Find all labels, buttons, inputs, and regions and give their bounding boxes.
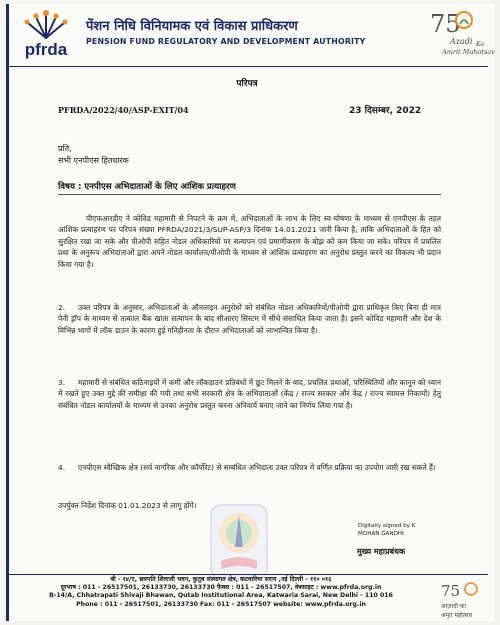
subject-line: विषय : एनपीएस अभिदाताओं के लिए आंशिक प्रत्याहरण	[58, 182, 236, 192]
footer-address-hindi: बी - १४/ए, छत्रपति शिवाजी भवन, कुतुब संस्थागत क्षेत्र, कटवारिया सराय ,नई दिल्ली - ११० ०१६	[110, 576, 332, 583]
digital-signature-line-1: Digitally signed by K	[358, 523, 416, 529]
paragraph-3	[58, 377, 441, 411]
paragraph-1	[58, 213, 441, 270]
signatory-title: मुख्य महाप्रबंधक	[357, 547, 406, 556]
subject-underline	[58, 194, 441, 195]
circular-title: परिपत्र	[236, 79, 258, 89]
footer-phone-english: Phone : 011 - 26517501, 26133730 Fax: 011 - 26517507 website: www.pfrda.org.in	[76, 600, 366, 608]
azadi-ka-amrit-mahotsav-emblem	[424, 6, 495, 62]
digital-signature-note	[358, 522, 415, 538]
org-name-hindi: पेंशन निधि विनियामक एवं विकास प्राधिकरण	[86, 19, 298, 34]
logo-wordmark: pfrda	[24, 40, 68, 59]
footer-emblem-line-1: आज़ादी का	[441, 603, 466, 610]
org-name-english: PENSION FUND REGULATORY AND DEVELOPMENT AUTHORITY	[86, 37, 366, 46]
paragraph-3-text: महामारी से संबंधित कठिनाइयों में कमी और लॉकडाउन प्रतिबंधों में छूट मिलने के बाद, प्रचलित प्रथाओं, परिस्थितियों और कानून को ध्यान में रखते हुए उक्त मुद्दे की समीक्षा की गयी तथा सभी सरकारी क्षेत्र के अभिदाताओं (केंद्र / राज्य सरकार और केंद्र / राज्य स्वायत्त निकायों) हेतु संबंधित नोडल कार्यालयों के माध्यम से उनका अनुरोध प्रस्तुत करना अनिवार्य बनाए जाने का निर्णय लिया गया है।	[58, 378, 441, 410]
header-divider	[6, 66, 488, 67]
paragraph-4	[58, 462, 441, 473]
footer-divider	[6, 574, 488, 575]
paragraph-4-text: एनपीएस स्वैच्छिक क्षेत्र (सर्व नागरिक और कॉर्पोरेट) से सम्बंधित अभिदाता उक्त परिपत्र में वर्णित प्रक्रिया का उपयोग जारी रख सकते हैं।	[78, 463, 436, 472]
reference-number: PFRDA/2022/40/ASP-EXIT/04	[58, 105, 189, 115]
emblem-line-amrit: Amrit Mahotsav	[442, 48, 495, 56]
footer-emblem-number: 75	[441, 582, 461, 600]
paragraph-3-number: 3.	[58, 378, 66, 387]
watermark-stamp	[207, 503, 271, 583]
emblem-line-ka: Ka	[476, 41, 485, 48]
circular-date: 23 दिसम्बर, 2022	[349, 106, 422, 116]
footer	[6, 576, 488, 609]
paragraph-2-text: उक्त परिपत्र के अनुसार, अभिदाताओं के ऑनलाइन अनुरोधों को संबंधित नोडल अधिकारियों/पीओपी द्वारा प्राधिकृत किए बिना ही मात्र पेनी ड्रॉप के माध्यम से तत्काल बैंक खाता सत्यापन के बाद सीआरए सिस्टम में सीधे संसाधित किया जाता है। इसने कोविड महामारी और देश के विभिन्न भागों में लॉक डाउन के कारण हुई गतिहीनता के दौरान अभिदाताओं को लाभान्वित किया है।	[58, 303, 441, 335]
paragraph-2-number: 2.	[58, 303, 66, 312]
pfrda-logo	[14, 8, 78, 60]
footer-address-english: B-14/A, Chhatrapati Shivaji Bhawan, Qutab Institutional Area, Katwaria Sarai, New Delhi - 110 016	[49, 592, 393, 600]
emblem-number: 75	[430, 10, 461, 38]
effective-date-text: उपर्युक्त निर्देश दिनांक 01.01.2023 से लागू होंगे।	[58, 501, 197, 510]
paragraph-1-text: पीएफआरडीए ने कोविड महामारी से निपटने के क्रम में, अभिदाताओं के लाभ के लिए स्व-घोषणा के माध्यम से एनपीएस के तहत आंशिक प्रत्याहरण पर परिपत्र संख्या PFRDA/2021/3/SUP-ASP/3 दिनांक 14.01.2021 जारी किया है, ताकि अभिदाताओं के हित को सुरक्षित रखा जा सके और पीओपी सहित नोडल अधिकारियों पर सत्यापन एवं प्रमाणीकरण के बोझ को कम किया जा सके। परिपत्र में प्रचलित प्रथा के अनुरूप अभिदाताओं द्वारा अपने नोडल कार्यालय/पीओपी के माध्यम से आंशिक प्रत्याहरण का अनुरोध प्रस्तुत करने का विकल्प भी प्रदान किया गया है।	[58, 214, 441, 269]
footer-emblem-line-2: अमृत महोत्सव	[441, 612, 472, 619]
addressee-name: सभी एनपीएस हितधारक	[58, 156, 129, 165]
footer-phone-hindi: दूरभाष : 011 - 26517501, 26133730, 26133730 फैक्स : 011 - 26517507, वेबसाइट : www.pfrda.org.in	[60, 584, 382, 592]
paragraph-2	[58, 302, 441, 336]
paragraph-4-number: 4.	[58, 463, 66, 472]
addressee-prefix: प्रति,	[58, 144, 72, 153]
addressee-block	[58, 143, 129, 167]
emblem-line-azadi: Azadi	[450, 37, 473, 46]
letterhead	[6, 4, 495, 64]
digital-signature-line-2: MOHAN GANDHI	[358, 531, 404, 537]
amrit-mahotsav-footer-emblem	[437, 580, 489, 620]
